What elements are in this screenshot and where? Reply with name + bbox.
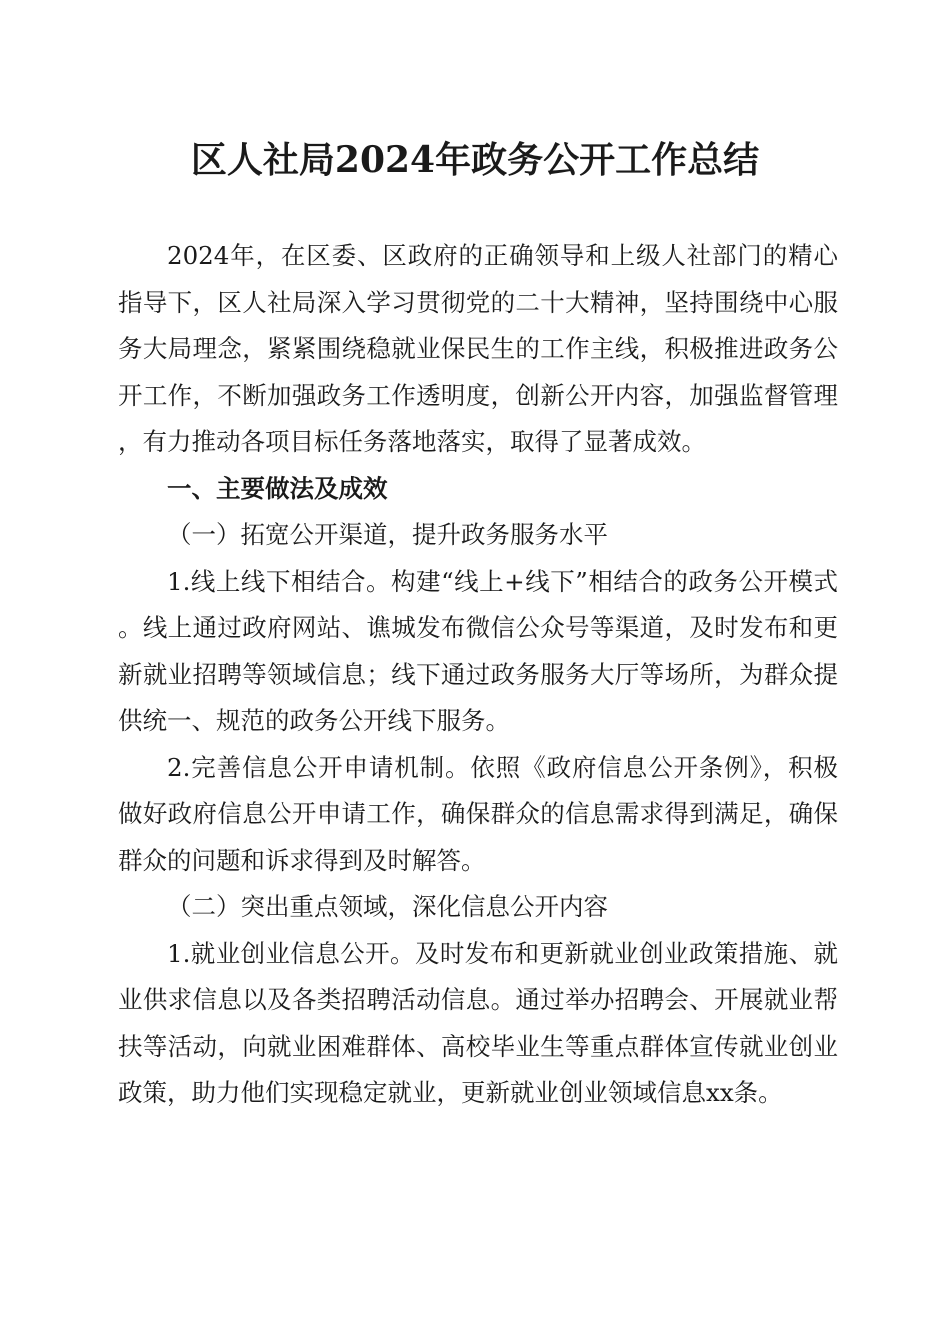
document-title: 区人社局2024年政务公开工作总结 — [190, 139, 760, 181]
subsection-heading-key-areas: （二）突出重点领域，深化信息公开内容 — [167, 892, 608, 921]
paragraph-online-offline: 1.线上线下相结合。构建“线上+线下”相结合的政务公开模式。线上通过政府网站、谯城发布微信公众号等渠道，及时发布和更新就业招聘等领域信息；线下通过政务服务大厅等场所，为群众提供统一、规范的政务公开线下服务。 — [118, 566, 838, 735]
intro-paragraph: 2024年，在区委、区政府的正确领导和上级人社部门的精心指导下，区人社局深入学习贯彻党的二十大精神，坚持围绕中心服务大局理念，紧紧围绕稳就业保民生的工作主线，积极推进政务公开工作，不断加强政务工作透明度，创新公开内容，加强监督管理，有力推动各项目标任务落地落实，取得了显著成效。 — [118, 241, 838, 456]
document-body — [118, 233, 838, 1117]
section-heading-main-practices: 一、主要做法及成效 — [167, 473, 388, 503]
subsection-heading-channels: （一）拓宽公开渠道，提升政务服务水平 — [167, 520, 608, 549]
paragraph-employment-info: 1.就业创业信息公开。及时发布和更新就业创业政策措施、就业供求信息以及各类招聘活动信息。通过举办招聘会、开展就业帮扶等活动，向就业困难群体、高校毕业生等重点群体宣传就业创业政策，助力他们实现稳定就业，更新就业创业领域信息xx条。 — [118, 938, 838, 1107]
paragraph-application-mechanism: 2.完善信息公开申请机制。依照《政府信息公开条例》，积极做好政府信息公开申请工作，确保群众的信息需求得到满足，确保群众的问题和诉求得到及时解答。 — [118, 752, 838, 875]
